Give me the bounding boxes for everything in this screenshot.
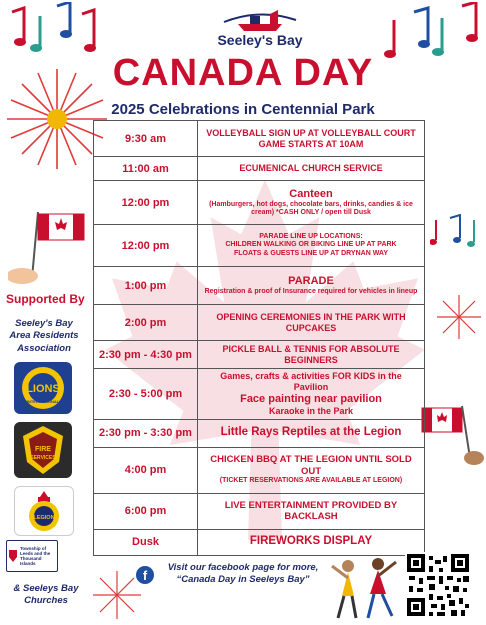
schedule-time: 2:30 pm - 4:30 pm: [94, 341, 198, 369]
event-line: Karaoke in the Park: [268, 405, 354, 416]
schedule-time: 2:30 pm - 3:30 pm: [94, 419, 198, 447]
schedule-row: [94, 225, 425, 267]
schedule-event: [198, 447, 425, 493]
event-line: OPENING CEREMONIES IN THE PARK WITH CUPCAKES: [216, 311, 406, 333]
fire-badge-icon: [19, 424, 67, 476]
schedule-time: 6:00 pm: [94, 493, 198, 529]
schedule-row: [94, 529, 425, 555]
lions-logo-icon: [18, 365, 68, 411]
schedule-time: 1:00 pm: [94, 267, 198, 305]
schedule-event: [198, 341, 425, 369]
schedule-time: 2:30 - 5:00 pm: [94, 369, 198, 420]
legion-badge-text: LEGION: [33, 515, 55, 521]
event-line: ECUMENICAL CHURCH SERVICE: [239, 163, 383, 174]
township-text: Township of Leeds and the Thousand Islands: [20, 545, 51, 567]
dancers-icon: [328, 556, 400, 622]
event-line: PARADE: [288, 274, 334, 287]
schedule-event: [198, 419, 425, 447]
boat-icon: [220, 4, 300, 34]
fire-badge-subtext: SERVICES: [30, 455, 56, 461]
township-crest-icon: [8, 549, 18, 563]
event-line: (Hamburgers, hot dogs, chocolate bars, drinks, candies & ice cream) *CASH ONLY / open till Dusk: [209, 200, 413, 217]
canada-flag-icon: [420, 398, 484, 468]
lions-badge: [14, 362, 72, 414]
schedule-time: 9:30 am: [94, 121, 198, 157]
schedule-event: [198, 181, 425, 225]
association-name: Seeley's Bay Area Residents Association: [9, 318, 79, 354]
fireworks-icon: [434, 292, 484, 342]
qr-code-icon[interactable]: [405, 552, 471, 618]
facebook-icon[interactable]: f: [136, 566, 154, 584]
event-line: LIVE ENTERTAINMENT PROVIDED BY BACKLASH: [224, 499, 398, 523]
schedule-event: [198, 493, 425, 529]
page-title: CANADA DAY: [112, 52, 374, 94]
event-line: Face painting near pavilion: [240, 392, 382, 405]
page-subtitle: 2025 Celebrations in Centennial Park: [111, 101, 375, 118]
schedule-time: Dusk: [94, 529, 198, 555]
event-line: CHICKEN BBQ AT THE LEGION UNTIL SOLD OUT: [210, 454, 412, 477]
schedule-row: [94, 267, 425, 305]
schedule-event: [198, 529, 425, 555]
township-logo: [6, 540, 58, 572]
schedule-event: [198, 305, 425, 341]
facebook-link-text[interactable]: Visit our facebook page for more, “Canada Day in Seeleys Bay”: [167, 562, 319, 586]
event-line: FIREWORKS DISPLAY: [249, 535, 373, 548]
event-line: PARADE LINE UP LOCATIONS:: [259, 232, 363, 240]
schedule-time: 12:00 pm: [94, 225, 198, 267]
schedule-event: [198, 225, 425, 267]
schedule-row: [94, 181, 425, 225]
schedule-event: [198, 369, 425, 420]
schedule-row: [94, 157, 425, 181]
event-line: PICKLE BALL & TENNIS FOR ABSOLUTE BEGINNERS: [222, 343, 400, 365]
supported-by-heading: Supported By: [6, 292, 85, 306]
schedule-row: [94, 369, 425, 420]
canada-flag-icon: [8, 208, 88, 288]
event-line: Registration & proof of Insurance required for vehicles in lineup: [204, 287, 418, 295]
schedule-row: [94, 493, 425, 529]
schedule-time: 2:00 pm: [94, 305, 198, 341]
schedule-time: 4:00 pm: [94, 447, 198, 493]
legion-logo-icon: [22, 489, 66, 533]
event-line: GAME STARTS AT 10AM: [258, 138, 364, 149]
event-line: Canteen: [289, 187, 333, 200]
fire-badge-text: FIRE: [35, 446, 51, 453]
churches-text: & Seeleys Bay Churches: [13, 583, 79, 607]
event-line: (TICKET RESERVATIONS ARE AVAILABLE AT LEGION): [219, 477, 403, 485]
schedule-row: [94, 447, 425, 493]
schedule-event: [198, 121, 425, 157]
schedule-time: 11:00 am: [94, 157, 198, 181]
schedule-row: [94, 121, 425, 157]
fire-services-badge: [14, 422, 72, 478]
event-line: CHILDREN WALKING OR BIKING LINE UP AT PARK: [225, 241, 397, 249]
schedule-row: [94, 341, 425, 369]
legion-badge: [14, 486, 74, 536]
lions-badge-subtext: INTERNATIONAL: [26, 399, 60, 404]
schedule-row: [94, 419, 425, 447]
event-line: FLOATS & GUESTS LINE UP AT DRYNAN WAY: [233, 249, 388, 257]
schedule-event: [198, 157, 425, 181]
event-line: VOLLEYBALL SIGN UP AT VOLLEYBALL COURT: [206, 127, 416, 138]
event-line: Little Rays Reptiles at the Legion: [220, 426, 402, 439]
schedule-row: [94, 305, 425, 341]
event-line: Games, crafts & activities FOR KIDS in the Pavilion: [220, 371, 402, 392]
schedule-table: [93, 120, 425, 556]
music-notes-icon: [430, 214, 484, 250]
lions-badge-text: LIONS: [26, 383, 60, 395]
seeleys-bay-logo: [200, 4, 320, 56]
schedule-event: [198, 267, 425, 305]
schedule-time: 12:00 pm: [94, 181, 198, 225]
logo-text: Seeley's Bay: [217, 32, 303, 48]
